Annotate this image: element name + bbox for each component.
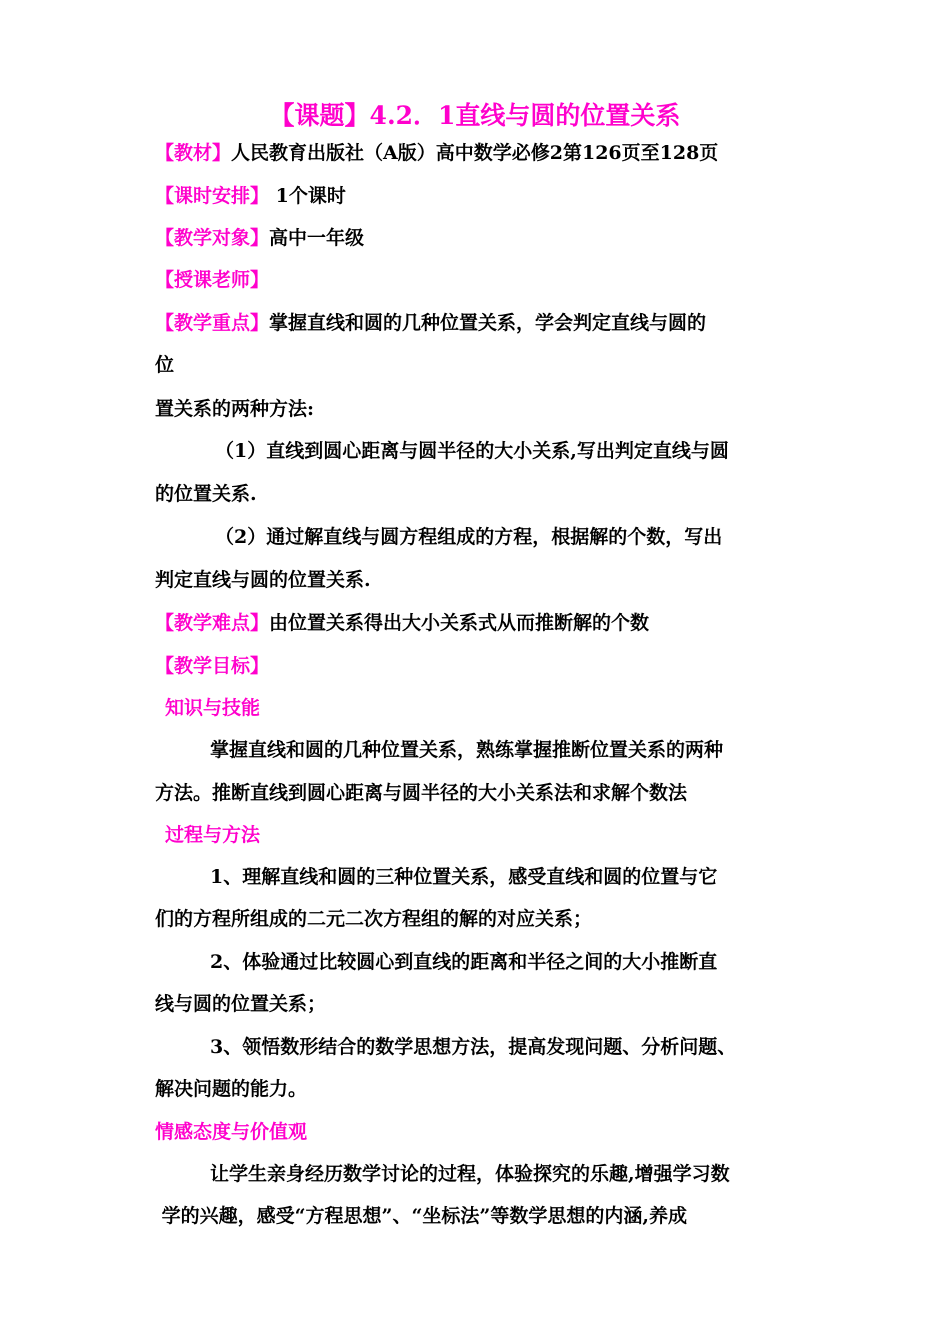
method-2-line-a: （2）通过解直线与圆方程组成的方程，根据解的个数，写出 [215,526,723,548]
process-3-line-b: 解决问题的能力。 [155,1078,308,1100]
key-point-wrap-2: 置关系的两种方法: [155,398,315,420]
audience-line [155,225,364,251]
attitude-line-a: 让学生亲身经历数学讨论的过程，体验探究的乐趣,增强学习数 [210,1163,730,1185]
attitude-heading: 情感态度与价值观 [155,1121,308,1143]
key-point-line [155,310,706,336]
knowledge-line-a: 掌握直线和圆的几种位置关系，熟练掌握推断位置关系的两种 [210,739,724,761]
schedule-tag: 【课时安排】 [155,185,270,207]
process-2-line-a: 2、体验通过比较圆心到直线的距离和半径之间的大小推断直 [210,951,718,973]
difficulty-tag: 【教学难点】 [155,612,270,634]
textbook-line [155,140,718,166]
goal-tag: 【教学目标】 [155,655,270,677]
process-1-line-b: 们的方程所组成的二元二次方程组的解的对应关系； [155,908,593,930]
process-3-line-a: 3、领悟数形结合的数学思想方法，提高发现问题、分析问题、 [210,1036,737,1058]
knowledge-line-b: 方法。推断直线到圆心距离与圆半径的大小关系法和求解个数法 [155,782,688,804]
audience-tag: 【教学对象】 [155,227,270,249]
lesson-title: 【课题】4.2．1直线与圆的位置关系 [269,101,681,130]
key-point-text: 掌握直线和圆的几种位置关系，学会判定直线与圆的 [269,312,707,334]
difficulty-text: 由位置关系得出大小关系式从而推断解的个数 [269,612,650,634]
textbook-tag: 【教材】 [155,142,232,164]
textbook-text: 人民教育出版社（A版）高中数学必修2第126页至128页 [231,142,719,164]
key-point-wrap-1: 位 [155,354,175,376]
teacher-line [155,267,269,293]
process-2-line-b: 线与圆的位置关系； [155,993,327,1015]
process-heading: 过程与方法 [165,824,261,846]
knowledge-heading: 知识与技能 [165,697,261,719]
key-point-tag: 【教学重点】 [155,312,270,334]
attitude-line-b: 学的兴趣，感受“方程思想”、“坐标法”等数学思想的内涵,养成 [155,1205,687,1227]
method-1-line-b: 的位置关系. [155,483,257,505]
audience-text: 高中一年级 [269,227,365,249]
process-1-line-a: 1、理解直线和圆的三种位置关系，感受直线和圆的位置与它 [210,866,718,888]
schedule-line [155,183,346,209]
method-2-line-b: 判定直线与圆的位置关系. [155,569,371,591]
difficulty-line [155,610,649,636]
method-1-line-a: （1）直线到圆心距离与圆半径的大小关系,写出判定直线与圆 [215,440,729,462]
teacher-tag: 【授课老师】 [155,269,270,291]
goal-line [155,653,269,679]
schedule-text: 1个课时 [269,185,346,207]
